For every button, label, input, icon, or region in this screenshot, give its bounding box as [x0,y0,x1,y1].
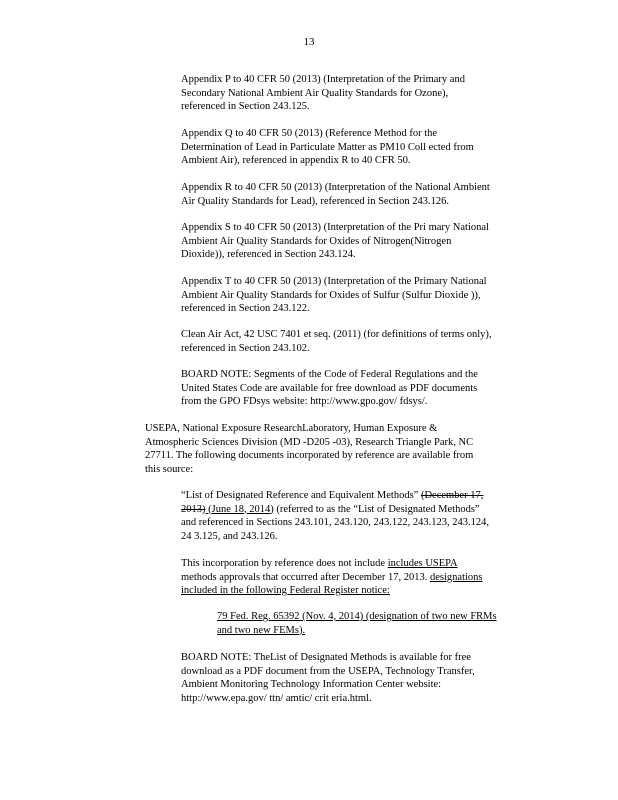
text-line: referenced in Section 243.102. [181,342,310,354]
usepa-source-paragraph [145,422,521,476]
text-line: Ambient Monitoring Technology Information Center website: [181,679,442,690]
text-line: and referenced in Sections 243.101, 243.120, 243.122, 243.123, 243.124, [181,517,489,528]
reference-appendix-p [181,73,528,114]
text-line [181,503,528,517]
text-line: Dioxide)), referenced in Section 243.124. [181,249,356,260]
text-line: Determination of Lead in Particulate Matter as PM10 Coll ected from [181,141,474,153]
reference-clean-air-act [181,328,528,355]
deleted-text: (December 17, [420,490,484,501]
list-of-designated-methods-reference [181,489,528,543]
reference-appendix-q [181,127,528,168]
text-line [181,557,528,571]
text-line: Ambient Air Quality Standards for Oxides of Nitrogen(Nitrogen [181,235,452,247]
text-line: download as a PDF document from the USEPA, Technology Transfer, [181,665,475,677]
text-line: United States Code are available for free download as PDF documents [181,382,478,394]
text-line: http://www.epa.gov/ ttn/ amtic/ crit eria.html. [181,692,372,704]
text-line: Secondary National Ambient Air Quality Standards for Ozone), [181,87,449,99]
text-line: this source: [145,463,194,475]
text-line: 27711. The following documents incorporated by reference are available from [145,450,474,461]
text-line: Appendix R to 40 CFR 50 (2013) (Interpretation of the National Ambient [181,182,490,193]
text-run: “List of Designated Reference and Equivalent Methods” [181,490,421,501]
text-line: BOARD NOTE: Segments of the Code of Federal Regulations and the [181,369,478,380]
text-line: Appendix T to 40 CFR 50 (2013) (Interpretation of the Primary National [181,276,487,287]
incorporation-paragraph [181,557,528,598]
board-note-gpo [181,368,528,409]
text-line [181,571,528,585]
text-line: from the GPO FDsys website: http://www.gpo.gov/ fdsys/. [181,396,428,407]
page-number: 13 [303,36,315,48]
reference-appendix-s [181,221,528,262]
text-line: Ambient Air), referenced in appendix R to 40 CFR 50. [181,155,411,166]
text-run: This incorporation by reference does not include [181,558,388,569]
inserted-text: includes USEPA [387,558,458,569]
text-line: Atmospheric Sciences Division (MD -D205 -03), Research Triangle Park, NC [145,436,474,448]
inserted-text: (June 18, 2014) [205,503,274,515]
deleted-text: 2013) [181,503,206,515]
reference-appendix-r [181,181,528,208]
inserted-text: designations [430,571,483,583]
text-line: referenced in Section 243.122. [181,303,310,314]
text-run: (referred to as the “List of Designated Methods” [273,503,480,515]
text-line [181,489,528,503]
text-line: BOARD NOTE: TheList of Designated Methods is available for free [181,652,471,663]
text-run: methods approvals that occurred after December 17, 2013. [181,571,430,583]
text-line: referenced in Section 243.125. [181,101,310,112]
text-line: Air Quality Standards for Lead), referenced in Section 243.126. [181,195,449,207]
text-line: USEPA, National Exposure ResearchLaboratory, Human Exposure & [145,423,438,434]
reference-appendix-t [181,275,528,316]
text-line: Appendix S to 40 CFR 50 (2013) (Interpretation of the Pri mary National [181,222,489,233]
inserted-text-line: 79 Fed. Reg. 65392 (Nov. 4, 2014) (designation of two new FRMs [217,611,497,622]
inserted-text-line: and two new FEMs). [217,624,306,636]
federal-register-notice [217,610,539,637]
text-line: Clean Air Act, 42 USC 7401 et seq. (2011) (for definitions of terms only), [181,329,492,340]
inserted-text-line: included in the following Federal Register notice: [181,585,390,596]
text-line: Appendix P to 40 CFR 50 (2013) (Interpretation of the Primary and [181,74,465,85]
board-note-epa [181,651,528,705]
text-line: 24 3.125, and 243.126. [181,530,278,542]
text-line: Ambient Air Quality Standards for Oxides of Sulfur (Sulfur Dioxide )), [181,289,481,301]
text-line: Appendix Q to 40 CFR 50 (2013) (Reference Method for the [181,128,438,139]
